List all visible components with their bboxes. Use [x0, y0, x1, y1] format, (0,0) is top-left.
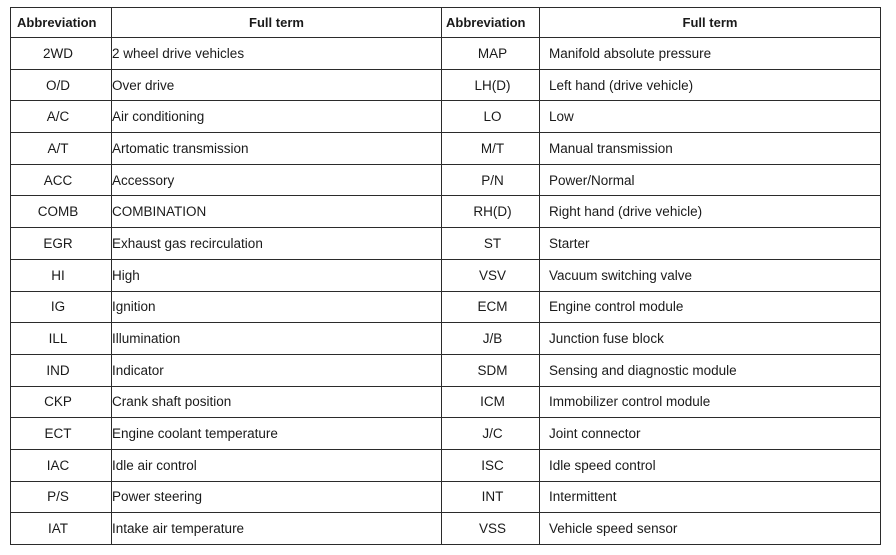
full-term-cell-right: Vehicle speed sensor	[540, 513, 881, 545]
full-term-cell-right: Manifold absolute pressure	[540, 38, 881, 70]
abbreviation-header-right: Abbreviation	[442, 8, 540, 38]
full-term-cell-left: Power steering	[112, 481, 442, 513]
abbreviation-cell-right: ISC	[442, 449, 540, 481]
table-row	[11, 291, 881, 323]
full-term-cell-right: Low	[540, 101, 881, 133]
abbreviation-cell-right: RH(D)	[442, 196, 540, 228]
abbreviation-cell-right: ECM	[442, 291, 540, 323]
table-body	[11, 38, 881, 545]
full-term-cell-right: Joint connector	[540, 418, 881, 450]
abbreviation-cell-left: EGR	[11, 228, 112, 260]
full-term-cell-right: Engine control module	[540, 291, 881, 323]
abbreviation-cell-right: P/N	[442, 164, 540, 196]
table-row	[11, 259, 881, 291]
full-term-header-right: Full term	[540, 8, 881, 38]
abbreviation-cell-left: A/C	[11, 101, 112, 133]
table-row	[11, 354, 881, 386]
table-row	[11, 101, 881, 133]
full-term-cell-left: Over drive	[112, 69, 442, 101]
full-term-cell-left: Intake air temperature	[112, 513, 442, 545]
table-row	[11, 323, 881, 355]
header-row	[11, 8, 881, 38]
table-row	[11, 69, 881, 101]
full-term-cell-right: Power/Normal	[540, 164, 881, 196]
full-term-cell-left: Ignition	[112, 291, 442, 323]
abbreviation-cell-left: P/S	[11, 481, 112, 513]
abbreviation-cell-right: LO	[442, 101, 540, 133]
table-row	[11, 196, 881, 228]
full-term-cell-left: Illumination	[112, 323, 442, 355]
full-term-cell-left: Indicator	[112, 354, 442, 386]
full-term-cell-right: Vacuum switching valve	[540, 259, 881, 291]
table-row	[11, 133, 881, 165]
full-term-header-left: Full term	[112, 8, 442, 38]
abbreviation-cell-right: LH(D)	[442, 69, 540, 101]
full-term-cell-right: Sensing and diagnostic module	[540, 354, 881, 386]
abbreviation-cell-left: CKP	[11, 386, 112, 418]
abbreviation-table	[10, 7, 881, 545]
abbreviation-cell-left: IND	[11, 354, 112, 386]
table-row	[11, 38, 881, 70]
table-row	[11, 449, 881, 481]
full-term-cell-left: COMBINATION	[112, 196, 442, 228]
abbreviation-cell-right: ICM	[442, 386, 540, 418]
table-row	[11, 481, 881, 513]
abbreviation-cell-right: SDM	[442, 354, 540, 386]
abbreviation-cell-left: HI	[11, 259, 112, 291]
table-row	[11, 513, 881, 545]
abbreviation-cell-right: VSS	[442, 513, 540, 545]
full-term-cell-left: Accessory	[112, 164, 442, 196]
full-term-cell-right: Starter	[540, 228, 881, 260]
full-term-cell-left: High	[112, 259, 442, 291]
full-term-cell-left: Crank shaft position	[112, 386, 442, 418]
full-term-cell-right: Left hand (drive vehicle)	[540, 69, 881, 101]
table-header	[11, 8, 881, 38]
abbreviation-header-left: Abbreviation	[11, 8, 112, 38]
abbreviation-cell-right: J/C	[442, 418, 540, 450]
full-term-cell-right: Idle speed control	[540, 449, 881, 481]
abbreviation-cell-right: ST	[442, 228, 540, 260]
full-term-cell-left: 2 wheel drive vehicles	[112, 38, 442, 70]
full-term-cell-left: Exhaust gas recirculation	[112, 228, 442, 260]
abbreviation-cell-left: IAT	[11, 513, 112, 545]
full-term-cell-left: Artomatic transmission	[112, 133, 442, 165]
abbreviation-cell-right: J/B	[442, 323, 540, 355]
abbreviation-cell-left: 2WD	[11, 38, 112, 70]
full-term-cell-right: Junction fuse block	[540, 323, 881, 355]
full-term-cell-left: Air conditioning	[112, 101, 442, 133]
abbreviation-cell-left: O/D	[11, 69, 112, 101]
full-term-cell-left: Engine coolant temperature	[112, 418, 442, 450]
abbreviation-cell-right: M/T	[442, 133, 540, 165]
full-term-cell-right: Manual transmission	[540, 133, 881, 165]
abbreviation-cell-right: VSV	[442, 259, 540, 291]
abbreviation-cell-left: IAC	[11, 449, 112, 481]
table-row	[11, 164, 881, 196]
full-term-cell-left: Idle air control	[112, 449, 442, 481]
full-term-cell-right: Intermittent	[540, 481, 881, 513]
abbreviation-cell-left: IG	[11, 291, 112, 323]
table-row	[11, 386, 881, 418]
abbreviation-cell-left: ACC	[11, 164, 112, 196]
table-row	[11, 228, 881, 260]
abbreviation-cell-left: ILL	[11, 323, 112, 355]
abbreviation-cell-left: ECT	[11, 418, 112, 450]
abbreviation-cell-right: INT	[442, 481, 540, 513]
abbreviation-cell-left: COMB	[11, 196, 112, 228]
table-row	[11, 418, 881, 450]
full-term-cell-right: Right hand (drive vehicle)	[540, 196, 881, 228]
full-term-cell-right: Immobilizer control module	[540, 386, 881, 418]
abbreviation-cell-right: MAP	[442, 38, 540, 70]
abbreviation-cell-left: A/T	[11, 133, 112, 165]
